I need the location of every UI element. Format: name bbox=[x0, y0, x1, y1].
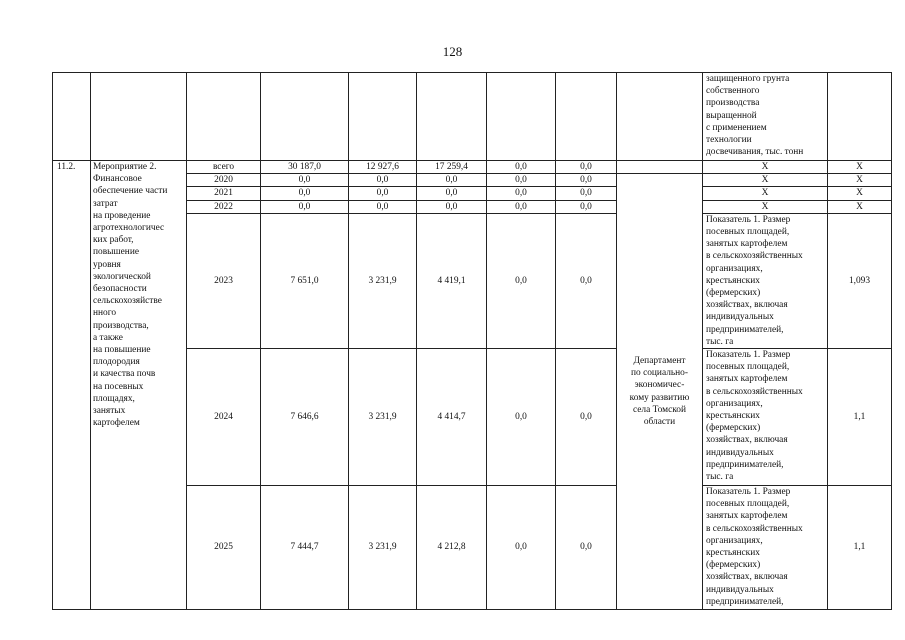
indicator-cell: Показатель 1. Размер посевных площадей, занятых картофелем в сельскохозяйственных организациях, крестьянских (фермерских) хозяйствах, включая индивидуальных предпринимателей, тыс. га bbox=[703, 213, 828, 348]
continued-indicator: защищенного грунта собственного производства выращенной с применением технологии досвечивания, тыс. тонн bbox=[703, 73, 828, 161]
funding-regional: 17 259,4 bbox=[417, 161, 487, 174]
year-cell: 2024 bbox=[187, 349, 261, 486]
executor-empty bbox=[617, 161, 703, 174]
indicator-value: Х bbox=[828, 161, 892, 174]
funding-regional: 0,0 bbox=[417, 187, 487, 200]
funding-total: 0,0 bbox=[261, 187, 349, 200]
page-number: 128 bbox=[442, 44, 463, 59]
indicator-value: Х bbox=[828, 200, 892, 213]
funding-total: 0,0 bbox=[261, 200, 349, 213]
year-cell: всего bbox=[187, 161, 261, 174]
indicator-cell: Х bbox=[703, 187, 828, 200]
year-cell: 2023 bbox=[187, 213, 261, 348]
funding-federal: 0,0 bbox=[349, 200, 417, 213]
funding-federal: 3 231,9 bbox=[349, 349, 417, 486]
continued-row bbox=[53, 73, 892, 161]
funding-federal: 12 927,6 bbox=[349, 161, 417, 174]
funding-local: 0,0 bbox=[487, 486, 556, 610]
funding-other: 0,0 bbox=[556, 486, 617, 610]
indicator-cell: Х bbox=[703, 174, 828, 187]
funding-local: 0,0 bbox=[487, 349, 556, 486]
funding-other: 0,0 bbox=[556, 349, 617, 486]
year-cell: 2020 bbox=[187, 174, 261, 187]
indicator-cell: Х bbox=[703, 200, 828, 213]
funding-regional: 4 212,8 bbox=[417, 486, 487, 610]
funding-other: 0,0 bbox=[556, 161, 617, 174]
funding-local: 0,0 bbox=[487, 161, 556, 174]
funding-federal: 0,0 bbox=[349, 187, 417, 200]
funding-other: 0,0 bbox=[556, 200, 617, 213]
funding-federal: 3 231,9 bbox=[349, 213, 417, 348]
funding-total: 7 651,0 bbox=[261, 213, 349, 348]
funding-total: 30 187,0 bbox=[261, 161, 349, 174]
funding-local: 0,0 bbox=[487, 200, 556, 213]
table-row bbox=[53, 161, 892, 174]
funding-total: 0,0 bbox=[261, 174, 349, 187]
measure-name: Мероприятие 2. Финансовое обеспечение части затрат на проведение агротехнологичес ких работ, повышение уровня экологической безопасности сельскохозяйстве нного производства, а также на повышение плодородия и качества почв на посевных площадях, занятых картофелем bbox=[91, 161, 187, 610]
indicator-value: Х bbox=[828, 187, 892, 200]
funding-federal: 3 231,9 bbox=[349, 486, 417, 610]
executor-department: Департамент по социально- экономичес- кому развитию села Томской области bbox=[617, 174, 703, 610]
program-table bbox=[52, 72, 892, 610]
funding-local: 0,0 bbox=[487, 213, 556, 348]
year-cell: 2021 bbox=[187, 187, 261, 200]
funding-total: 7 646,6 bbox=[261, 349, 349, 486]
funding-other: 0,0 bbox=[556, 187, 617, 200]
funding-regional: 4 419,1 bbox=[417, 213, 487, 348]
funding-federal: 0,0 bbox=[349, 174, 417, 187]
indicator-value: 1,093 bbox=[828, 213, 892, 348]
indicator-cell: Х bbox=[703, 161, 828, 174]
funding-total: 7 444,7 bbox=[261, 486, 349, 610]
funding-regional: 0,0 bbox=[417, 174, 487, 187]
funding-regional: 0,0 bbox=[417, 200, 487, 213]
indicator-value: 1,1 bbox=[828, 349, 892, 486]
funding-local: 0,0 bbox=[487, 187, 556, 200]
item-number: 11.2. bbox=[53, 161, 91, 610]
indicator-cell: Показатель 1. Размер посевных площадей, занятых картофелем в сельскохозяйственных организациях, крестьянских (фермерских) хозяйствах, включая индивидуальных предпринимателей, тыс. га bbox=[703, 349, 828, 486]
year-cell: 2022 bbox=[187, 200, 261, 213]
funding-local: 0,0 bbox=[487, 174, 556, 187]
funding-other: 0,0 bbox=[556, 174, 617, 187]
year-cell: 2025 bbox=[187, 486, 261, 610]
funding-regional: 4 414,7 bbox=[417, 349, 487, 486]
funding-other: 0,0 bbox=[556, 213, 617, 348]
indicator-cell: Показатель 1. Размер посевных площадей, занятых картофелем в сельскохозяйственных организациях, крестьянских (фермерских) хозяйствах, включая индивидуальных предпринимателей, bbox=[703, 486, 828, 610]
indicator-value: Х bbox=[828, 174, 892, 187]
indicator-value: 1,1 bbox=[828, 486, 892, 610]
